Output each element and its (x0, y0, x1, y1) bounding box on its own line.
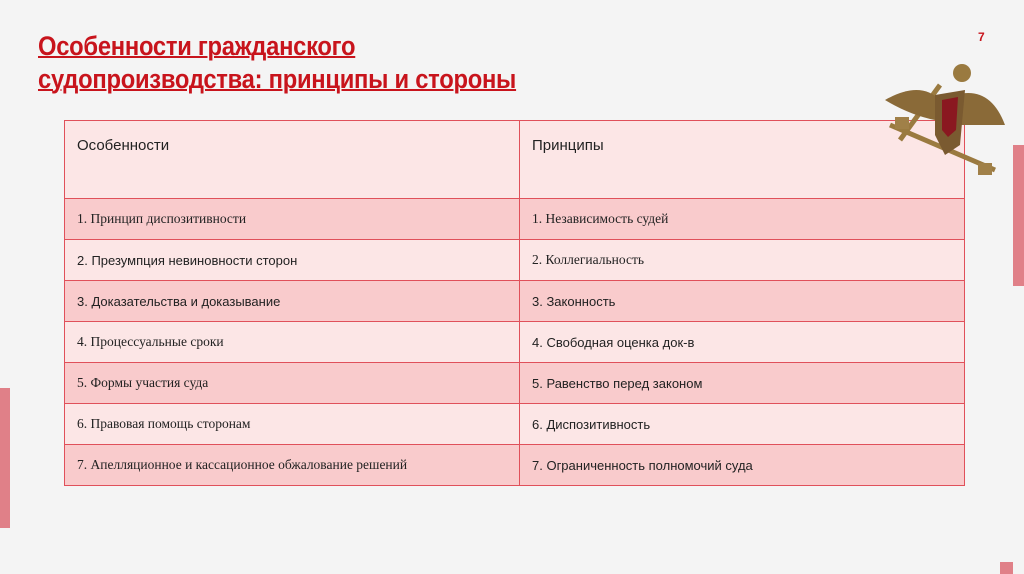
accent-square-bottom (1000, 562, 1013, 574)
header-principles: Принципы (520, 121, 965, 199)
page-number: 7 (978, 30, 985, 44)
table-row (65, 240, 965, 281)
title-line-2: судопроизводства: принципы и стороны (38, 64, 517, 94)
table-row (65, 445, 965, 486)
table-row (65, 322, 965, 363)
principle-cell: 4. Свободная оценка док-в (520, 322, 965, 363)
principle-cell: 3. Законность (520, 281, 965, 322)
page-title (38, 30, 516, 96)
double-headed-eagle-emblem-icon (880, 45, 1010, 180)
feature-cell: 1. Принцип диспозитивности (65, 199, 520, 240)
feature-cell: 7. Апелляционное и кассационное обжалование решений (65, 445, 520, 486)
principles-table (64, 120, 965, 486)
feature-cell: 2. Презумпция невиновности сторон (65, 240, 520, 281)
table-row (65, 199, 965, 240)
feature-cell: 5. Формы участия суда (65, 363, 520, 404)
accent-bar-left (0, 388, 10, 528)
table-row (65, 404, 965, 445)
principle-cell: 6. Диспозитивность (520, 404, 965, 445)
accent-bar-right (1013, 145, 1024, 286)
header-features: Особенности (65, 121, 520, 199)
principle-cell: 1. Независимость судей (520, 199, 965, 240)
table-header-row (65, 121, 965, 199)
feature-cell: 3. Доказательства и доказывание (65, 281, 520, 322)
table-row (65, 281, 965, 322)
principle-cell: 7. Ограниченность полномочий суда (520, 445, 965, 486)
principle-cell: 2. Коллегиальность (520, 240, 965, 281)
table-row (65, 363, 965, 404)
feature-cell: 6. Правовая помощь сторонам (65, 404, 520, 445)
feature-cell: 4. Процессуальные сроки (65, 322, 520, 363)
title-line-1: Особенности гражданского (38, 31, 356, 61)
principle-cell: 5. Равенство перед законом (520, 363, 965, 404)
